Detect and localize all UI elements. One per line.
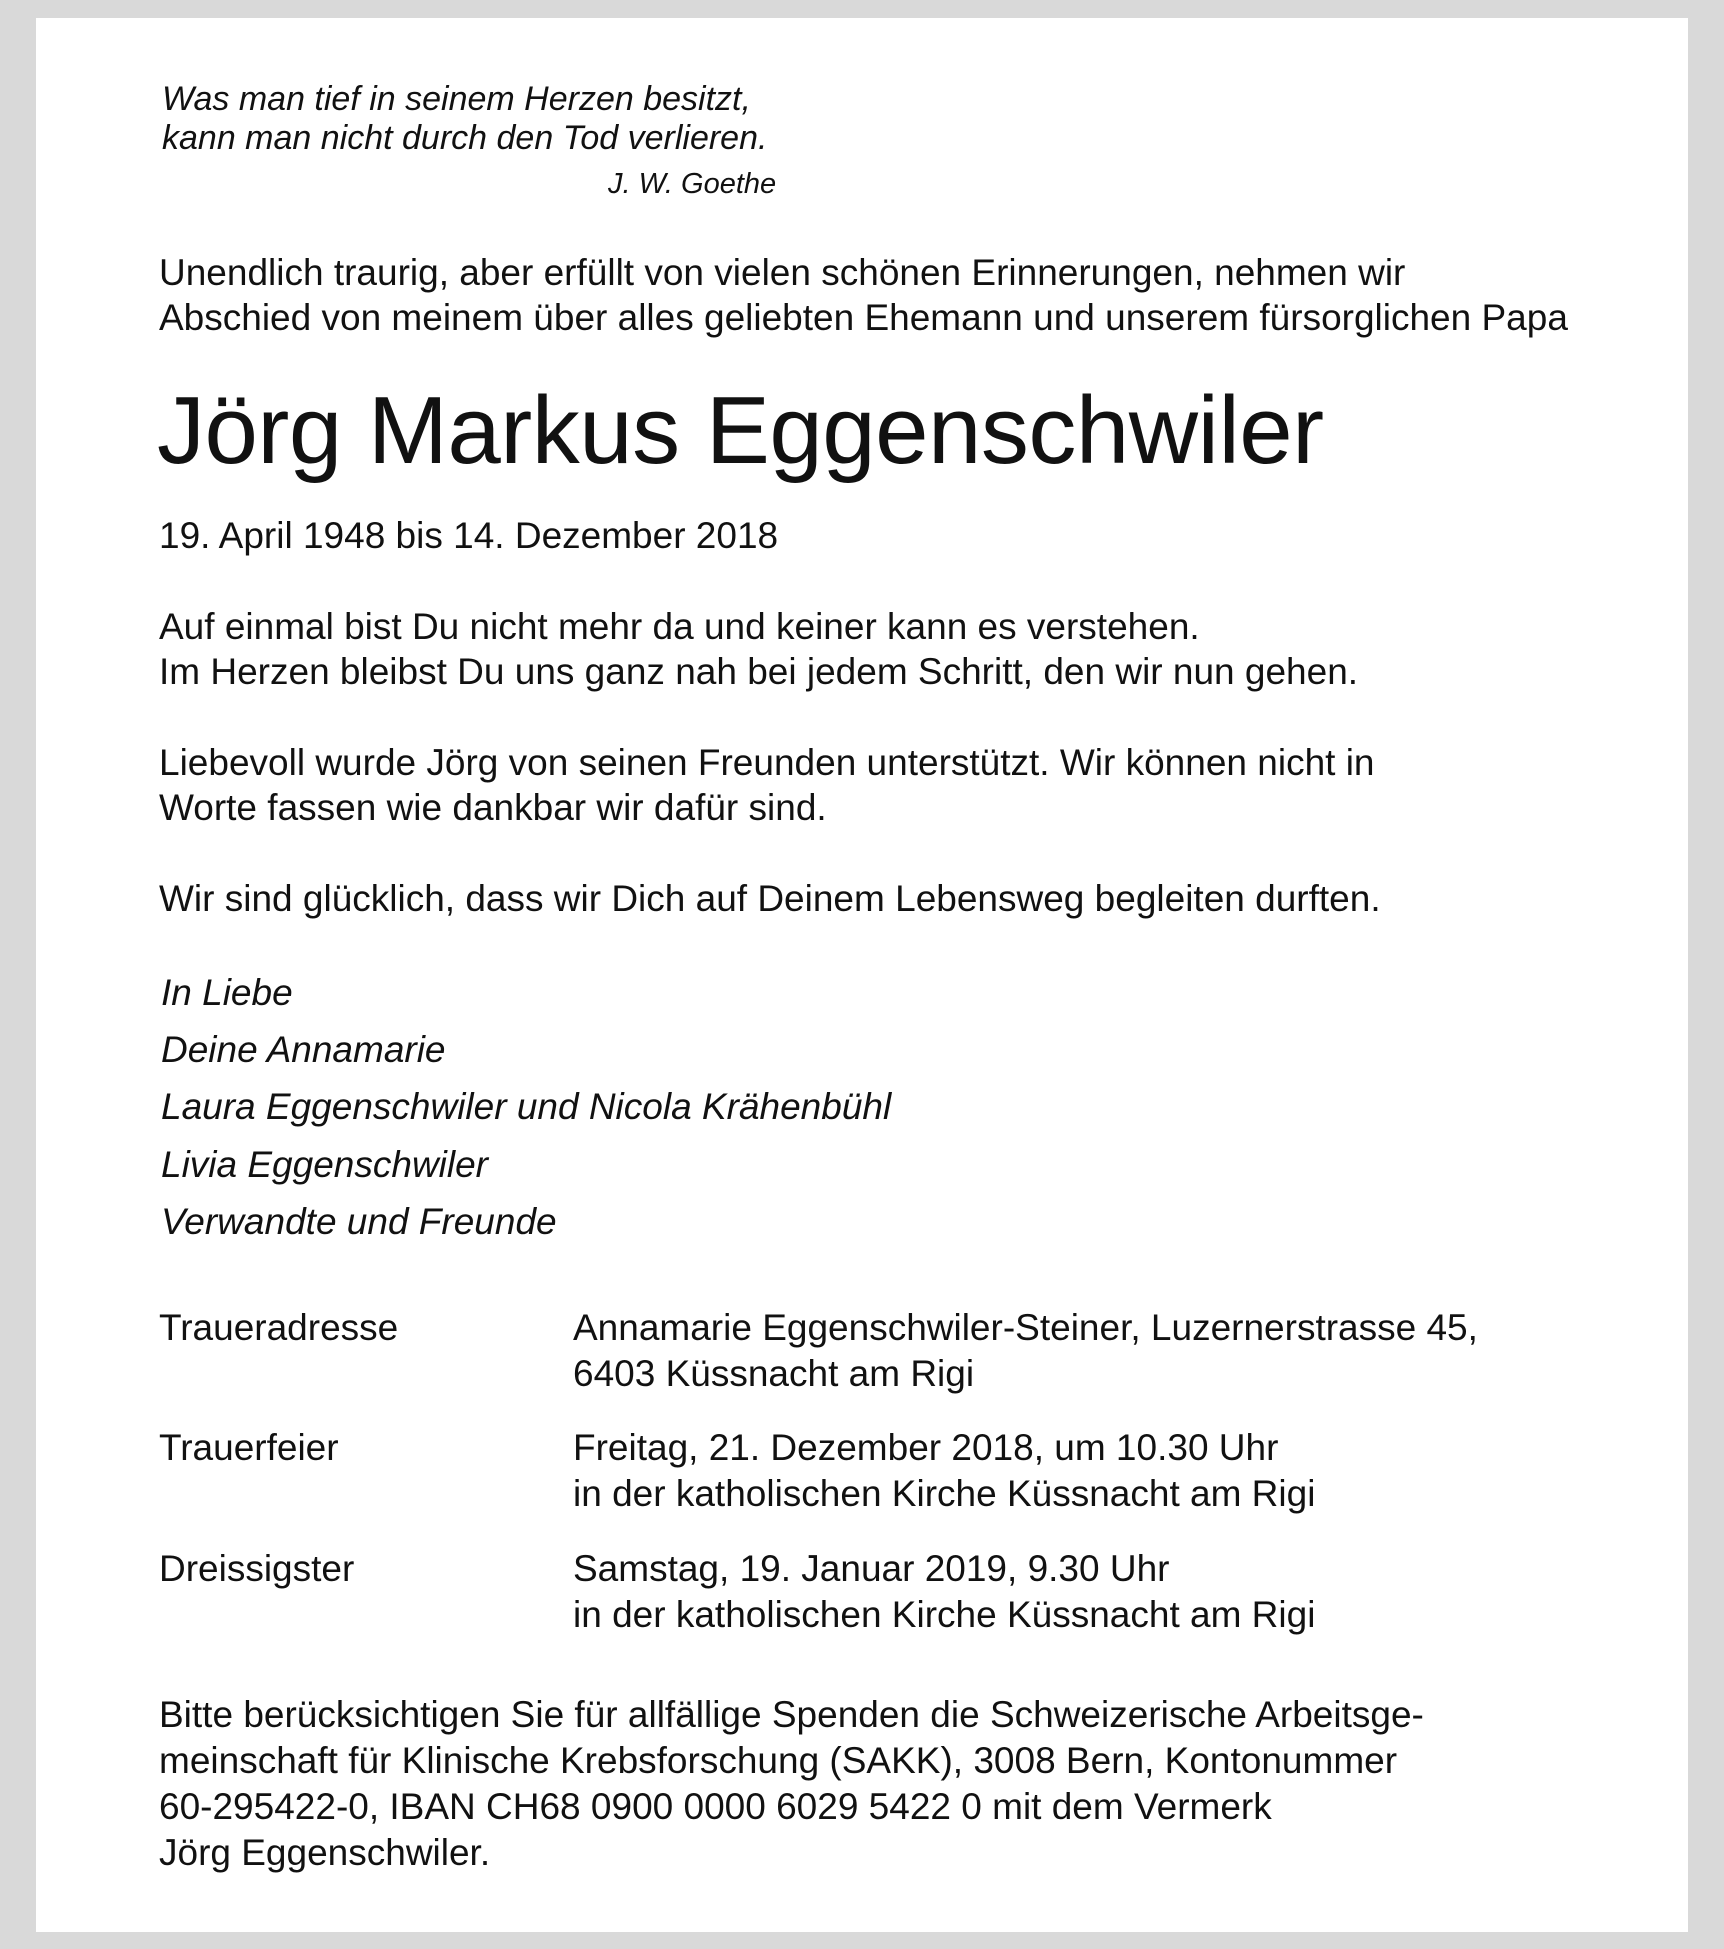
obituary-notice bbox=[36, 18, 1688, 1932]
signature-line: Livia Eggenschwiler bbox=[161, 1144, 489, 1185]
paragraph-line: Auf einmal bist Du nicht mehr da und keiner kann es verstehen. bbox=[159, 606, 1200, 647]
paragraph-line: Liebevoll wurde Jörg von seinen Freunden unterstützt. Wir können nicht in bbox=[159, 742, 1375, 783]
detail-value-line: Samstag, 19. Januar 2019, 9.30 Uhr bbox=[573, 1548, 1170, 1589]
detail-value-line: Freitag, 21. Dezember 2018, um 10.30 Uhr bbox=[573, 1427, 1279, 1468]
life-dates: 19. April 1948 bis 14. Dezember 2018 bbox=[159, 515, 779, 556]
goethe-quote-line: kann man nicht durch den Tod verlieren. bbox=[162, 119, 768, 157]
detail-label-traueradresse: Traueradresse bbox=[159, 1307, 399, 1348]
donation-line: Jörg Eggenschwiler. bbox=[159, 1832, 491, 1873]
detail-value-line: in der katholischen Kirche Küssnacht am Rigi bbox=[573, 1594, 1316, 1635]
goethe-quote-line: Was man tief in seinem Herzen besitzt, bbox=[162, 80, 751, 118]
paragraph-line: Im Herzen bleibst Du uns ganz nah bei jedem Schritt, den wir nun gehen. bbox=[159, 651, 1359, 692]
signature-line: Deine Annamarie bbox=[161, 1029, 446, 1070]
donation-line: meinschaft für Klinische Krebsforschung (SAKK), 3008 Bern, Kontonummer bbox=[159, 1740, 1398, 1781]
quote-author: J. W. Goethe bbox=[608, 168, 777, 200]
detail-label-trauerfeier: Trauerfeier bbox=[159, 1427, 339, 1468]
paragraph-line: Worte fassen wie dankbar wir dafür sind. bbox=[159, 787, 827, 828]
signature-line: Laura Eggenschwiler und Nicola Krähenbühl bbox=[161, 1086, 892, 1127]
signature-line: Verwandte und Freunde bbox=[161, 1201, 557, 1242]
detail-value-line: 6403 Küssnacht am Rigi bbox=[573, 1353, 975, 1394]
signature-line: In Liebe bbox=[161, 972, 293, 1013]
paragraph-line: Wir sind glücklich, dass wir Dich auf Deinem Lebensweg begleiten durften. bbox=[159, 878, 1381, 919]
donation-line: Bitte berücksichtigen Sie für allfällige Spenden die Schweizerische Arbeitsge- bbox=[159, 1694, 1424, 1735]
detail-label-dreissigster: Dreissigster bbox=[159, 1548, 355, 1589]
intro-line: Unendlich traurig, aber erfüllt von vielen schönen Erinnerungen, nehmen wir bbox=[159, 252, 1406, 293]
detail-value-line: in der katholischen Kirche Küssnacht am Rigi bbox=[573, 1473, 1316, 1514]
donation-line: 60-295422-0, IBAN CH68 0900 0000 6029 5422 0 mit dem Vermerk bbox=[159, 1786, 1272, 1827]
detail-value-line: Annamarie Eggenschwiler-Steiner, Luzernerstrasse 45, bbox=[573, 1307, 1478, 1348]
deceased-name: Jörg Markus Eggenschwiler bbox=[157, 377, 1324, 484]
intro-line: Abschied von meinem über alles geliebten Ehemann und unserem fürsorglichen Papa bbox=[159, 297, 1568, 338]
